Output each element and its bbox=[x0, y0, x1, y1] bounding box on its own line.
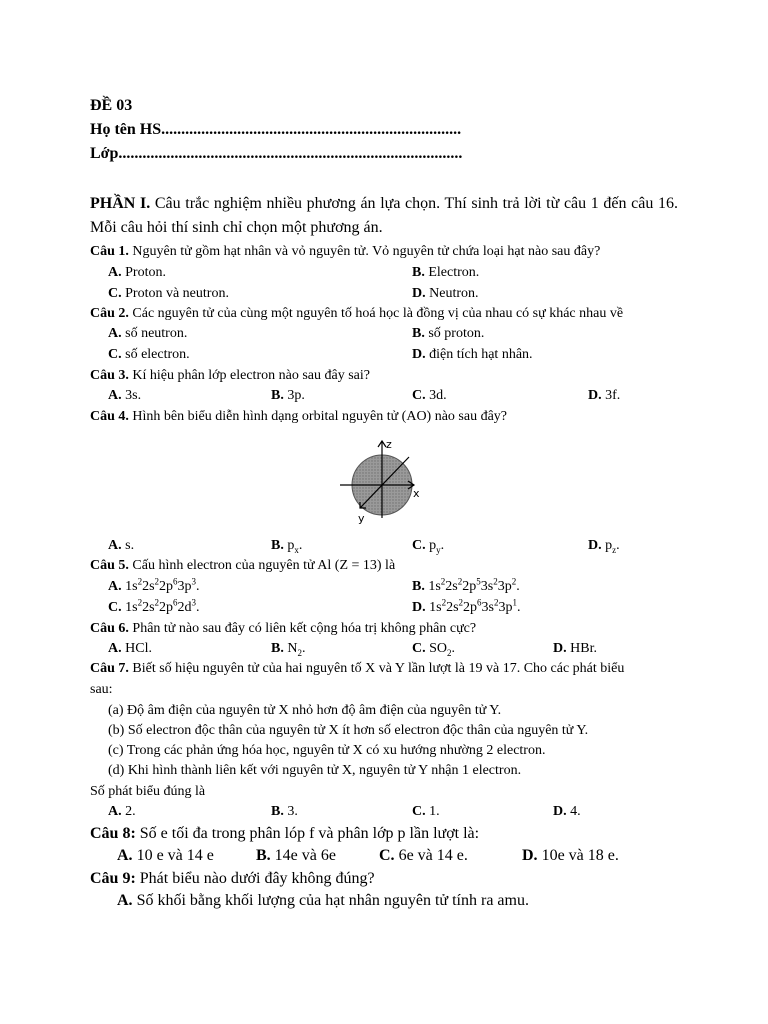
q6-option-d bbox=[553, 640, 597, 658]
option-letter: B. bbox=[271, 538, 284, 553]
option-letter: C. bbox=[412, 538, 426, 553]
q7-statement-a: (a) Độ âm điện của nguyên tử X nhỏ hơn độ âm điện của nguyên tử Y. bbox=[108, 703, 502, 718]
option-text: 10 e và 14 e bbox=[136, 847, 214, 864]
option-text: 2. bbox=[125, 804, 136, 819]
option-letter: A. bbox=[108, 388, 122, 403]
q1-option-a bbox=[108, 264, 166, 282]
q1-text: Nguyên tử gồm hạt nhân và vỏ nguyên tử. Vỏ nguyên tử chứa loại hạt nào sau đây? bbox=[128, 244, 601, 259]
option-text: HCl. bbox=[125, 641, 152, 656]
q1-option-c bbox=[108, 285, 229, 303]
q3-option-d bbox=[588, 387, 620, 405]
option-letter: D. bbox=[412, 347, 426, 362]
q2-option-a bbox=[108, 325, 187, 343]
option-letter: A. bbox=[108, 804, 122, 819]
q8-option-b bbox=[256, 846, 336, 866]
q3-text: Kí hiệu phân lớp electron nào sau đây sai? bbox=[128, 368, 370, 383]
option-text: số electron. bbox=[125, 347, 190, 362]
q4-option-d: D. $p_z$. bbox=[588, 538, 620, 555]
option-letter: A. bbox=[117, 892, 133, 909]
option-letter: C. bbox=[412, 388, 426, 403]
q2-option-c bbox=[108, 346, 190, 364]
option-text: HBr. bbox=[570, 641, 597, 656]
option-text: 4. bbox=[570, 804, 581, 819]
q7-option-b bbox=[271, 803, 298, 821]
option-letter: D. bbox=[588, 388, 602, 403]
option-text: điện tích hạt nhân. bbox=[429, 347, 533, 362]
question-4 bbox=[90, 408, 507, 426]
option-letter: A. bbox=[108, 538, 122, 553]
q7-option-d bbox=[553, 803, 581, 821]
option-letter: C. bbox=[412, 641, 426, 656]
option-letter: D. bbox=[588, 538, 602, 553]
z-axis-label: z bbox=[386, 438, 392, 451]
option-text: 6e và 14 e. bbox=[398, 847, 468, 864]
option-text: 3f. bbox=[605, 388, 621, 403]
option-letter: B. bbox=[412, 326, 425, 341]
student-name-line: Họ tên HS........................................................................... bbox=[90, 121, 462, 138]
option-text: 3. bbox=[287, 804, 298, 819]
option-text: Số khối bằng khối lượng của hạt nhân nguyên tử tính ra amu. bbox=[136, 892, 529, 909]
q7-text: Biết số hiệu nguyên tử của hai nguyên tố X và Y lần lượt là 19 và 17. Cho các phát biểu bbox=[128, 661, 625, 676]
option-letter: A. bbox=[108, 265, 122, 280]
option-letter: C. bbox=[379, 847, 395, 864]
option-letter: A. bbox=[117, 847, 133, 864]
option-text: Neutron. bbox=[429, 286, 479, 301]
q5-text: Cấu hình electron của nguyên tử Al (Z = 13) là bbox=[128, 558, 396, 573]
subscript: 2 bbox=[297, 647, 302, 658]
q5-option-c: C. $1s^22s^22p^62d^3$. bbox=[108, 597, 200, 615]
q4-option-c: C. $p_y$. bbox=[412, 538, 445, 555]
question-8 bbox=[90, 824, 479, 844]
q3-label: Câu 3. bbox=[90, 368, 129, 383]
y-axis-label: y bbox=[358, 512, 365, 525]
q1-option-d bbox=[412, 285, 479, 303]
option-letter: C. bbox=[108, 286, 122, 301]
p-orbital-diagram bbox=[338, 436, 428, 528]
option-letter: C. bbox=[108, 347, 122, 362]
option-letter: D. bbox=[553, 804, 567, 819]
option-letter: C. bbox=[412, 804, 426, 819]
q6-label: Câu 6. bbox=[90, 621, 129, 636]
option-letter: D. bbox=[412, 600, 426, 615]
option-text: 3p. bbox=[287, 388, 305, 403]
option-text: p bbox=[429, 538, 437, 553]
q8-label: Câu 8: bbox=[90, 825, 136, 842]
q7-ask: Số phát biểu đúng là bbox=[90, 784, 206, 799]
q3-option-c bbox=[412, 387, 447, 405]
q4-text: Hình bên biểu diễn hình dạng orbital nguyên tử (AO) nào sau đây? bbox=[128, 409, 508, 424]
option-text: 3d. bbox=[429, 388, 447, 403]
class-line: Lớp...................................................................................... bbox=[90, 145, 463, 162]
q2-option-b bbox=[412, 325, 484, 343]
question-1 bbox=[90, 243, 600, 261]
option-text: số proton. bbox=[428, 326, 485, 341]
option-letter: C. bbox=[108, 600, 122, 615]
q9-option-a bbox=[117, 891, 529, 911]
q4-option-b: B. $p_x$. bbox=[271, 538, 303, 555]
q5-option-b: B. $1s^22s^22p^53s^23p^2$. bbox=[412, 576, 520, 594]
q6-option-a bbox=[108, 640, 152, 658]
q2-option-d bbox=[412, 346, 533, 364]
q8-option-a bbox=[117, 846, 214, 866]
option-text: 14e và 6e bbox=[274, 847, 336, 864]
q3-option-a bbox=[108, 387, 141, 405]
option-text: số neutron. bbox=[125, 326, 188, 341]
q7-statement-b: (b) Số electron độc thân của nguyên tử X ít hơn số electron độc thân của nguyên tử Y. bbox=[108, 723, 589, 738]
part1-label: PHẦN I. bbox=[90, 195, 151, 212]
option-text: SO bbox=[429, 641, 448, 656]
question-7 bbox=[90, 660, 624, 678]
q6-option-b: B. $N_2$. bbox=[271, 641, 306, 658]
q6-text: Phân tử nào sau đây có liên kết cộng hóa trị không phân cực? bbox=[128, 621, 477, 636]
q2-text: Các nguyên tử của cùng một nguyên tố hoá học là đồng vị của nhau có sự khác nhau về bbox=[128, 306, 624, 321]
option-letter: A. bbox=[108, 326, 122, 341]
option-letter: D. bbox=[553, 641, 567, 656]
q5-option-d: D. $1s^22s^22p^63s^23p^1$. bbox=[412, 597, 521, 615]
q1-label: Câu 1. bbox=[90, 244, 129, 259]
option-letter: B. bbox=[412, 579, 425, 594]
q6-option-c: C. $SO_2$. bbox=[412, 641, 456, 658]
question-2 bbox=[90, 305, 623, 323]
question-6 bbox=[90, 620, 476, 638]
option-letter: A. bbox=[108, 641, 122, 656]
q7-label: Câu 7. bbox=[90, 661, 129, 676]
q5-label: Câu 5. bbox=[90, 558, 129, 573]
option-text: Proton và neutron. bbox=[125, 286, 229, 301]
option-letter: A. bbox=[108, 579, 122, 594]
option-letter: B. bbox=[271, 641, 284, 656]
q5-option-a: A. $1s^22s^22p^63p^3$. bbox=[108, 576, 200, 594]
q7-statement-c: (c) Trong các phản ứng hóa học, nguyên tử X có xu hướng nhường 2 electron. bbox=[108, 743, 546, 758]
question-3 bbox=[90, 367, 370, 385]
q8-text: Số e tối đa trong phân lóp f và phân lớp p lần lượt là: bbox=[135, 825, 480, 842]
q7-option-c bbox=[412, 803, 440, 821]
q8-option-c bbox=[379, 846, 468, 866]
option-text: Proton. bbox=[125, 265, 166, 280]
x-axis-label: x bbox=[413, 487, 420, 500]
q8-option-d bbox=[522, 846, 619, 866]
q1-option-b bbox=[412, 264, 479, 282]
q7-option-a bbox=[108, 803, 136, 821]
part1-text: Câu trắc nghiệm nhiều phương án lựa chọn. Thí sinh trả lời từ câu 1 đến câu 16. Mỗi câu hỏi thí sinh chỉ chọn một phương án. bbox=[90, 195, 679, 236]
option-letter: B. bbox=[412, 265, 425, 280]
subscript: z bbox=[612, 544, 617, 555]
option-text: Electron. bbox=[428, 265, 480, 280]
option-letter: B. bbox=[271, 804, 284, 819]
option-text: s. bbox=[125, 538, 135, 553]
q7-text-continued: sau: bbox=[90, 682, 113, 697]
exam-code: ĐỀ 03 bbox=[90, 97, 133, 114]
q4-label: Câu 4. bbox=[90, 409, 129, 424]
question-9 bbox=[90, 869, 375, 889]
option-text: p bbox=[605, 538, 613, 553]
option-text: 3s. bbox=[125, 388, 142, 403]
option-letter: D. bbox=[412, 286, 426, 301]
option-letter: B. bbox=[256, 847, 271, 864]
q2-label: Câu 2. bbox=[90, 306, 129, 321]
question-5 bbox=[90, 557, 395, 575]
option-text: 1. bbox=[429, 804, 440, 819]
subscript: x bbox=[294, 544, 299, 555]
q9-text: Phát biểu nào dưới đây không đúng? bbox=[135, 870, 375, 887]
part1-instruction bbox=[90, 192, 678, 240]
option-text: N bbox=[287, 641, 298, 656]
option-letter: B. bbox=[271, 388, 284, 403]
subscript: y bbox=[436, 544, 441, 555]
q7-statement-d: (d) Khi hình thành liên kết với nguyên tử X, nguyên tử Y nhận 1 electron. bbox=[108, 763, 522, 778]
q4-option-a bbox=[108, 537, 134, 555]
q3-option-b bbox=[271, 387, 305, 405]
q9-label: Câu 9: bbox=[90, 870, 136, 887]
option-text: 10e và 18 e. bbox=[541, 847, 619, 864]
option-text: p bbox=[287, 538, 295, 553]
option-letter: D. bbox=[522, 847, 538, 864]
subscript: 2 bbox=[447, 647, 452, 658]
